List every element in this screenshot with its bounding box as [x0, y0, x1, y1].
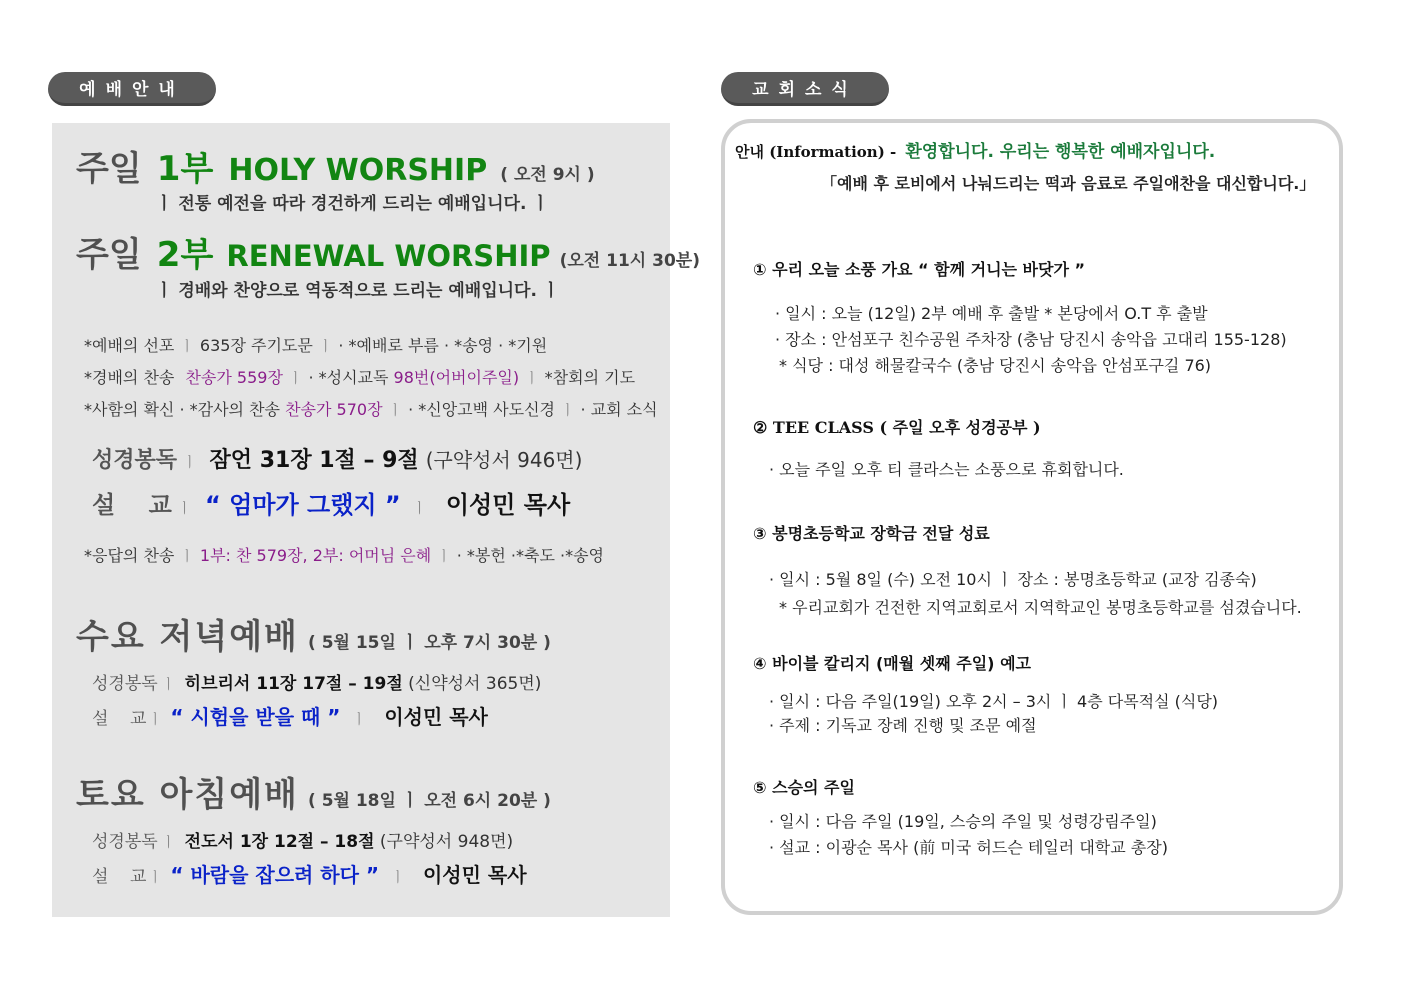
saturday-heading: 토요 아침예배 ( 5월 18일 ㅣ 오전 6시 20분 ): [76, 775, 551, 815]
news-item-3-title: ③ 봉명초등학교 장학금 전달 성료: [753, 524, 990, 543]
news-item-5-title: ⑤ 스승의 주일: [753, 778, 855, 797]
news-item-5-line-2: · 설교 : 이광순 목사 (前 미국 허드슨 테일러 대학교 총장): [769, 838, 1168, 857]
worship-guide-header: 예배안내: [48, 72, 216, 106]
news-item-1-line-1: · 일시 : 오늘 (12일) 2부 예배 후 출발 * 본당에서 O.T 후 출발: [775, 304, 1208, 323]
sunday1-description: ㅣ 전통 예전을 따라 경건하게 드리는 예배입니다. ㅣ: [156, 194, 549, 214]
wednesday-sermon: 설 교 ㅣ “ 시험을 받을 때 ” ㅣ 이성민 목사: [92, 705, 488, 729]
news-item-1-line-2: · 장소 : 안섬포구 친수공원 주차장 (충남 당진시 송악읍 고대리 155-128): [775, 330, 1287, 349]
saturday-sermon: 설 교 ㅣ “ 바람을 잡으려 하다 ” ㅣ 이성민 목사: [92, 863, 527, 887]
worship-guide-panel: [52, 123, 700, 917]
saturday-reading: 성경봉독 ㅣ 전도서 1장 12절 – 18절 (구약성서 948면): [92, 832, 514, 852]
news-item-2-line-1: · 오늘 주일 오후 티 클라스는 소풍으로 휴회합니다.: [769, 460, 1124, 479]
news-item-2-title: ② TEE CLASS ( 주일 오후 성경공부 ): [753, 418, 1041, 437]
news-item-5-line-1: · 일시 : 다음 주일 (19일, 스승의 주일 및 성령강림주일): [769, 812, 1157, 831]
wednesday-heading: 수요 저녁예배 ( 5월 15일 ㅣ 오후 7시 30분 ): [76, 617, 551, 657]
order-line-2: *경배의 찬송 찬송가 559장 ㅣ · *성시교독 98번(어버이주일) ㅣ *참회의 기도: [84, 368, 636, 387]
church-news-header: 교회소식: [721, 72, 889, 106]
sunday-sermon: 설 교 ㅣ “ 엄마가 그랬지 ” ㅣ 이성민 목사: [92, 491, 571, 519]
info-line: 안내 (Information) - 환영합니다. 우리는 행복한 예배자입니다.: [735, 142, 1216, 162]
info-note: 「예배 후 로비에서 나눠드리는 떡과 음료로 주일애찬을 대신합니다.」: [821, 174, 1316, 193]
news-item-1-title: ① 우리 오늘 소풍 가요 “ 함께 거니는 바닷가 ”: [753, 260, 1086, 279]
sunday1-heading: 주일 1부 HOLY WORSHIP ( 오전 9시 ): [76, 149, 595, 189]
news-item-1-line-3: * 식당 : 대성 해물칼국수 (충남 당진시 송악읍 안섬포구길 76): [779, 356, 1212, 375]
wednesday-reading: 성경봉독 ㅣ 히브리서 11장 17절 – 19절 (신약성서 365면): [92, 674, 542, 694]
sunday-reading: 성경봉독 ㅣ 잠언 31장 1절 – 9절 (구약성서 946면): [92, 448, 583, 473]
news-item-3-line-2: * 우리교회가 건전한 지역교회로서 지역학교인 봉명초등학교를 섬겼습니다.: [779, 598, 1302, 617]
sunday2-description: ㅣ 경배와 찬양으로 역동적으로 드리는 예배입니다. ㅣ: [156, 281, 560, 301]
order-line-1: *예배의 선포 ㅣ 635장 주기도문 ㅣ · *예배로 부름 · *송영 · *기원: [84, 336, 548, 355]
news-item-3-line-1: · 일시 : 5월 8일 (수) 오전 10시 ㅣ 장소 : 봉명초등학교 (교장 김종숙): [769, 570, 1257, 589]
church-news-panel: [721, 119, 1343, 915]
order-line-3: *사함의 확신 · *감사의 찬송 찬송가 570장 ㅣ · *신앙고백 사도신경 ㅣ · 교회 소식: [84, 400, 658, 419]
news-item-4-line-1: · 일시 : 다음 주일(19일) 오후 2시 – 3시 ㅣ 4층 다목적실 (식당): [769, 692, 1219, 711]
news-item-4-line-2: · 주제 : 기독교 장례 진행 및 조문 예절: [769, 716, 1037, 735]
sunday2-heading: 주일 2부 RENEWAL WORSHIP (오전 11시 30분): [76, 235, 700, 275]
news-item-4-title: ④ 바이블 칼리지 (매월 셋째 주일) 예고: [753, 654, 1031, 673]
order-line-4: *응답의 찬송 ㅣ 1부: 찬 579장, 2부: 어머님 은혜 ㅣ · *봉헌 ·*축도 ·*송영: [84, 546, 605, 565]
